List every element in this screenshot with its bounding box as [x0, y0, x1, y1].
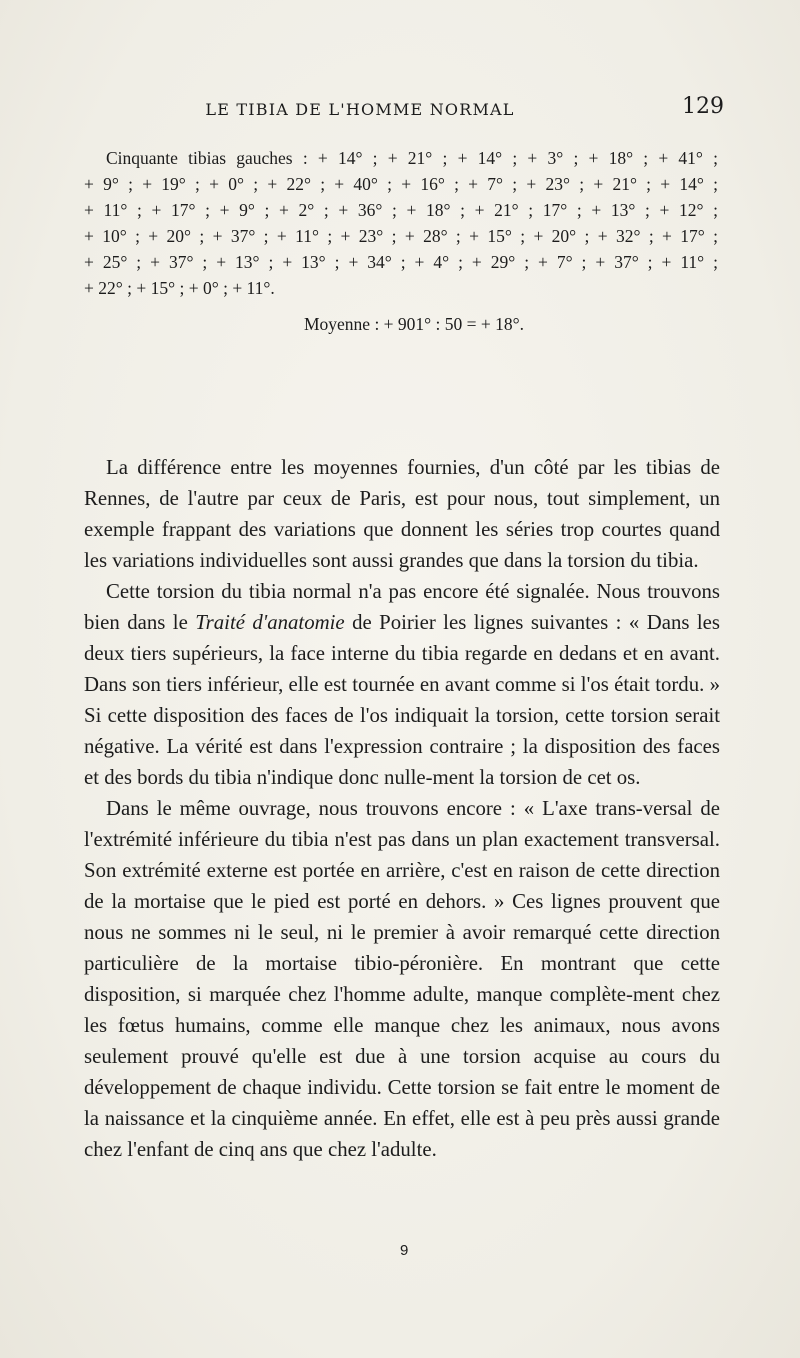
measurement-line: + 9° ; + 19° ; + 0° ; + 22° ; + 40° ; + 16° ; + 7° ; + 23° ; + 21° ; + 14° ;	[84, 174, 718, 194]
measurement-list	[84, 145, 718, 337]
page-number: 129	[682, 94, 724, 119]
paragraph-text: Cette torsion du tibia normal n'a pas encore été signalée. Nous trouvons bien dans le	[84, 580, 720, 634]
paragraph	[84, 576, 720, 793]
book-title: Traité d'anatomie	[195, 611, 345, 634]
paragraph-text: de Poirier les lignes suivantes : « Dans les deux tiers supérieurs, la face interne du tibia regarde en dedans et en avant. Dans son tiers inférieur, elle est tournée en avant comme si l'os était tordu. » Si cette disposition des faces de l'os indiquait la torsion, cette torsion serait négative. La vérité est dans l'expression contraire ; la disposition des faces et des bords du tibia n'indique donc nulle-ment la torsion de cet os.	[84, 611, 720, 789]
average-line: Moyenne : + 901° : 50 = + 18°.	[303, 314, 525, 334]
paragraph: La différence entre les moyennes fournies, d'un côté par les tibias de Rennes, de l'autre par ceux de Paris, est pour nous, tout simplement, un exemple frappant des variations que donnent les séries trop courtes quand les variations individuelles sont aussi grandes que dans la torsion du tibia.	[84, 456, 720, 572]
page-header	[84, 94, 724, 130]
running-title: LE TIBIA DE L'HOMME NORMAL	[205, 100, 515, 119]
measurement-line: Cinquante tibias gauches : + 14° ; + 21° ; + 14° ; + 3° ; + 18° ; + 41° ;	[106, 148, 718, 168]
measurement-line: + 11° ; + 17° ; + 9° ; + 2° ; + 36° ; + 18° ; + 21° ; 17° ; + 13° ; + 12° ;	[84, 200, 718, 220]
measurement-line: + 25° ; + 37° ; + 13° ; + 13° ; + 34° ; + 4° ; + 29° ; + 7° ; + 37° ; + 11° ;	[84, 252, 718, 272]
measurement-line: + 22° ; + 15° ; + 0° ; + 11°.	[84, 278, 275, 298]
body-text	[84, 452, 720, 1165]
paragraph: Dans le même ouvrage, nous trouvons encore : « L'axe trans-versal de l'extrémité inférieure du tibia n'est pas dans un plan exactement transversal. Son extrémité externe est portée en arrière, c'est en raison de cette direction de la mortaise que le pied est porté en dehors. » Ces lignes prouvent que nous ne sommes ni le seul, ni le premier à avoir remarqué cette direction particulière de la mortaise tibio-péronière. En montrant que cette disposition, si marquée chez l'homme adulte, manque complète-ment chez les fœtus humains, comme elle manque chez les animaux, nous avons seulement prouvé qu'elle est due à une torsion acquise au cours du développement de chaque individu. Cette torsion se fait entre le moment de la naissance et la cinquième année. En effet, elle est à peu près aussi grande chez l'enfant de cinq ans que chez l'adulte.	[84, 797, 720, 1161]
signature-mark: 9	[400, 1242, 409, 1259]
measurement-line: + 10° ; + 20° ; + 37° ; + 11° ; + 23° ; + 28° ; + 15° ; + 20° ; + 32° ; + 17° ;	[84, 226, 718, 246]
